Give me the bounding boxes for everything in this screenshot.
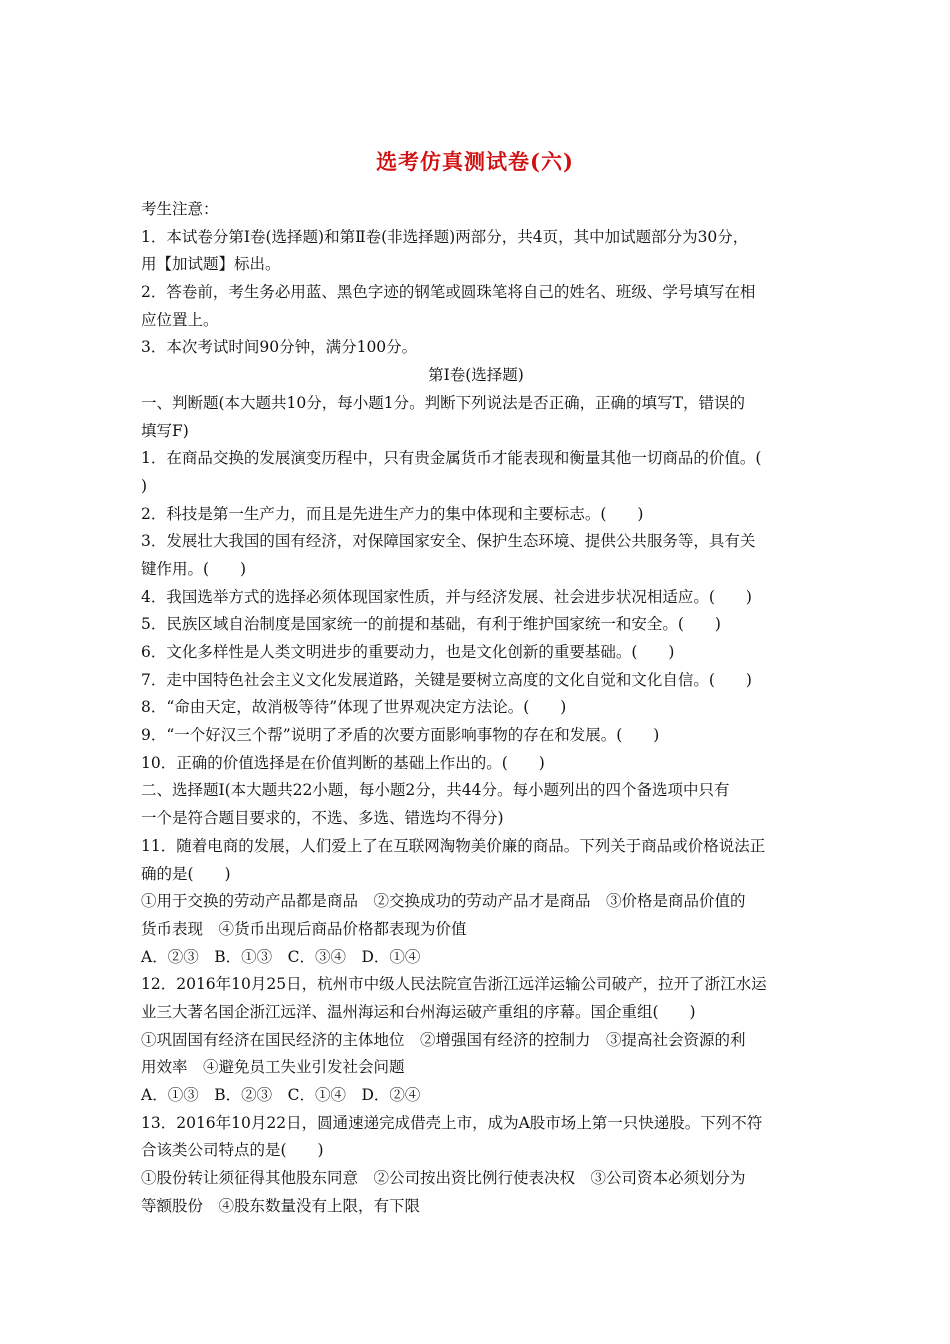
question-line: 用效率 ④避免员工失业引发社会问题 (141, 1058, 405, 1077)
question-line: 等额股份 ④股东数量没有上限，有下限 (141, 1196, 421, 1215)
question-line: 合该类公司特点的是( ) (141, 1141, 324, 1160)
section2-instructions: 二、选择题Ⅰ(本大题共22小题，每小题2分，共44分。每小题列出的四个备选项中只有 (141, 781, 730, 800)
section1-instructions: 填写F) (141, 421, 189, 440)
notice-line: 2．答卷前，考生务必用蓝、黑色字迹的钢笔或圆珠笔将自己的姓名、班级、学号填写在相 (141, 283, 756, 302)
question-line: 7．走中国特色社会主义文化发展道路，关键是要树立高度的文化自觉和文化自信。( ) (141, 670, 752, 689)
question-line: 11．随着电商的发展，人们爱上了在互联网淘物美价廉的商品。下列关于商品或价格说法正 (141, 836, 766, 855)
question-line: 12．2016年10月25日，杭州市中级人民法院宣告浙江远洋运输公司破产，拉开了浙江水运 (141, 975, 767, 994)
notice-line: 用【加试题】标出。 (141, 255, 281, 274)
section2-instructions: 一个是符合题目要求的，不选、多选、错选均不得分) (141, 809, 504, 828)
notice-line: 3．本次考试时间90分钟，满分100分。 (141, 338, 418, 357)
notice-heading: 考生注意： (141, 200, 219, 218)
question-line: 键作用。( ) (141, 559, 247, 578)
question-line: 10．正确的价值选择是在价值判断的基础上作出的。( ) (141, 753, 545, 772)
part1-heading: 第Ⅰ卷(选择题) (428, 366, 524, 385)
question-line: 确的是( ) (141, 864, 231, 883)
question-line: 货币表现 ④货币出现后商品价格都表现为价值 (141, 919, 467, 938)
question-line: 8．“命由天定，故消极等待”体现了世界观决定方法论。( ) (141, 698, 567, 717)
notice-line: 1．本试卷分第Ⅰ卷(选择题)和第Ⅱ卷(非选择题)两部分，共4页，其中加试题部分为30分， (141, 227, 749, 246)
question-line: ①用于交换的劳动产品都是商品 ②交换成功的劳动产品才是商品 ③价格是商品价值的 (141, 892, 746, 911)
question-line: 9．“一个好汉三个帮”说明了矛盾的次要方面影响事物的存在和发展。( ) (141, 726, 660, 745)
question-line: 1．在商品交换的发展演变历程中，只有贵金属货币才能表现和衡量其他一切商品的价值。( (141, 449, 762, 468)
question-line: 2．科技是第一生产力，而且是先进生产力的集中体现和主要标志。( ) (141, 504, 644, 523)
question-line: 13．2016年10月22日，圆通速递完成借壳上市，成为A股市场上第一只快递股。下列不符 (141, 1113, 763, 1132)
document-body (141, 196, 811, 1220)
answer-options: A．①③ B．②③ C．①④ D．②④ (141, 1086, 421, 1104)
question-line: 4．我国选举方式的选择必须体现国家性质，并与经济发展、社会进步状况相适应。( ) (141, 587, 752, 606)
question-line: ①股份转让须征得其他股东同意 ②公司按出资比例行使表决权 ③公司资本必须划分为 (141, 1169, 746, 1188)
section1-instructions: 一、判断题(本大题共10分，每小题1分。判断下列说法是否正确，正确的填写T，错误的 (141, 393, 745, 412)
answer-options: A．②③ B．①③ C．③④ D．①④ (141, 947, 421, 966)
question-line: 业三大著名国企浙江远洋、温州海运和台州海运破产重组的序幕。国企重组( ) (141, 1002, 696, 1021)
notice-line: 应位置上。 (141, 310, 219, 329)
question-line: ①巩固国有经济在国民经济的主体地位 ②增强国有经济的控制力 ③提高社会资源的利 (141, 1030, 746, 1049)
question-line: 5．民族区域自治制度是国家统一的前提和基础，有利于维护国家统一和安全。( ) (141, 615, 721, 634)
question-line: 6．文化多样性是人类文明进步的重要动力，也是文化创新的重要基础。( ) (141, 643, 675, 661)
page-title: 选考仿真测试卷(六) (376, 149, 574, 174)
question-line: ) (141, 476, 148, 495)
question-line: 3．发展壮大我国的国有经济，对保障国家安全、保护生态环境、提供公共服务等，具有关 (141, 532, 756, 551)
